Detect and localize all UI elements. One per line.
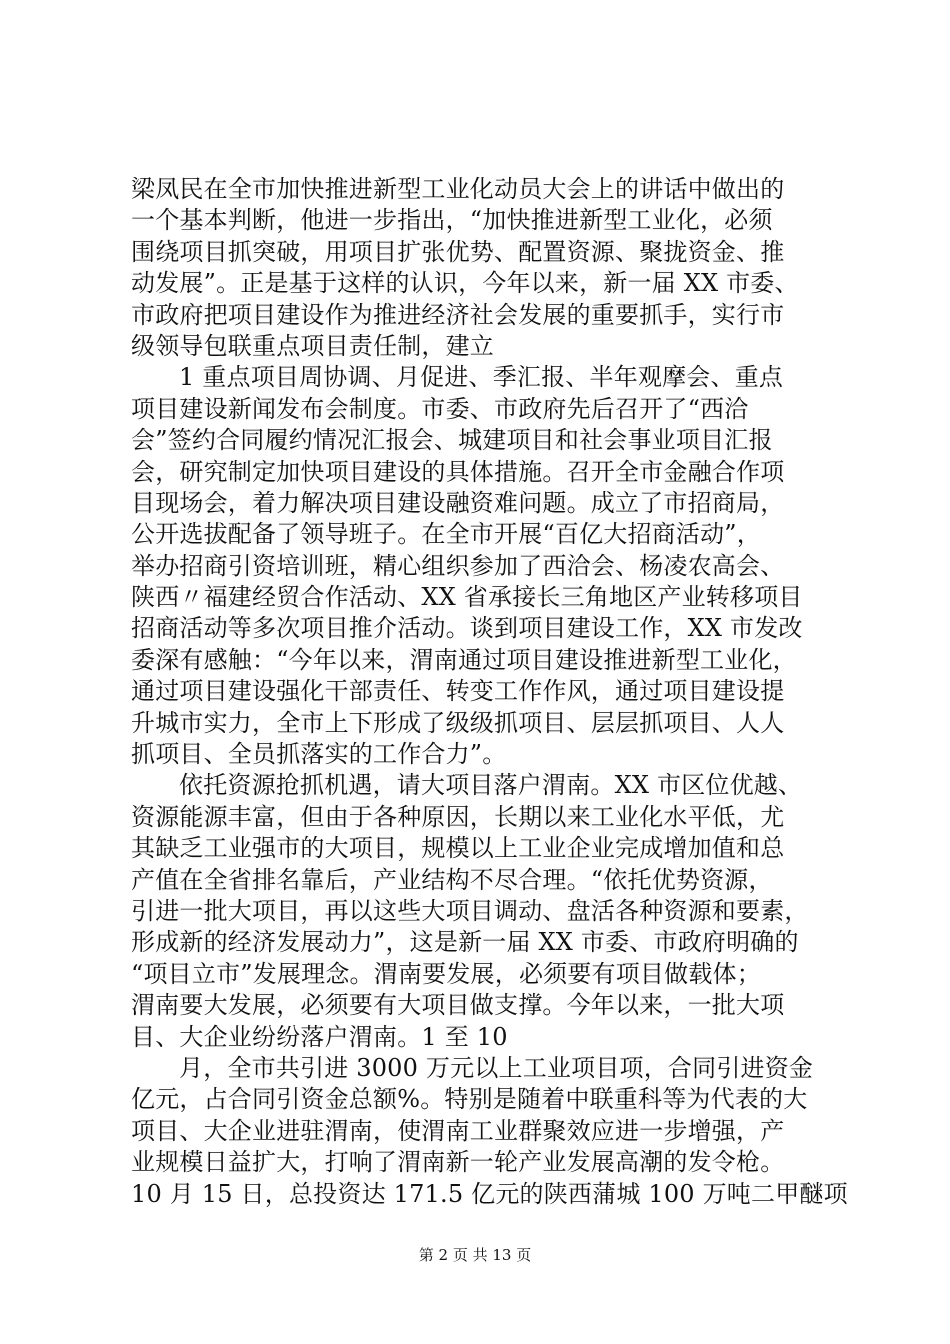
page-footer: 第 2 页 共 13 页 — [418, 1246, 532, 1264]
text-line: 梁凤民在全市加快推进新型工业化动员大会上的讲话中做出的 — [131, 175, 785, 203]
text-line: “项目立市”发展理念。渭南要发展，必须要有项目做载体； — [131, 959, 761, 988]
text-line: 形成新的经济发展动力”，这是新一届 XX 市委、市政府明确的 — [131, 928, 799, 957]
text-line: 10 月 15 日，总投资达 171.5 亿元的陕西蒲城 100 万吨二甲醚项 — [131, 1179, 848, 1208]
text-line: 依托资源抢抓机遇，请大项目落户渭南。XX 市区位优越、 — [179, 771, 803, 800]
text-line: 陕西〃福建经贸合作活动、XX 省承接长三角地区产业转移项目 — [131, 583, 803, 612]
document-body — [131, 174, 848, 1210]
text-line: 项目建设新闻发布会制度。市委、市政府先后召开了“西洽 — [131, 394, 749, 423]
text-line: 市政府把项目建设作为推进经济社会发展的重要抓手，实行市 — [131, 300, 785, 329]
text-line: 月，全市共引进 3000 万元以上工业项目项，合同引进资金 — [179, 1053, 814, 1082]
text-line: 其缺乏工业强市的大项目，规模以上工业企业完成增加值和总 — [131, 834, 785, 863]
text-line: 引进一批大项目，再以这些大项目调动、盘活各种资源和要素， — [131, 896, 809, 925]
text-line: 会，研究制定加快项目建设的具体措施。召开全市金融合作项 — [131, 457, 785, 486]
text-line: 目、大企业纷纷落户渭南。1 至 10 — [131, 1022, 508, 1051]
text-line: 委深有感触：“今年以来，渭南通过项目建设推进新型工业化， — [131, 645, 797, 674]
text-line: 招商活动等多次项目推介活动。谈到项目建设工作，XX 市发改 — [131, 614, 803, 643]
text-line: 公开选拔配备了领导班子。在全市开展“百亿大招商活动”， — [131, 520, 761, 549]
text-line: 抓项目、全员抓落实的工作合力”。 — [131, 740, 507, 769]
text-line: 动发展”。正是基于这样的认识，今年以来，新一届 XX 市委、 — [131, 269, 799, 298]
text-line: 围绕项目抓突破，用项目扩张优势、配置资源、聚拢资金、推 — [131, 237, 785, 266]
text-line: 升城市实力，全市上下形成了级级抓项目、层层抓项目、人人 — [131, 708, 785, 737]
text-line: 通过项目建设强化干部责任、转变工作作风，通过项目建设提 — [131, 677, 785, 706]
text-line: 目现场会，着力解决项目建设融资难问题。成立了市招商局， — [131, 488, 785, 517]
text-line: 产值在全省排名靠后，产业结构不尽合理。“依托优势资源， — [131, 865, 773, 894]
text-line: 资源能源丰富，但由于各种原因，长期以来工业化水平低，尤 — [131, 802, 785, 831]
text-line: 级领导包联重点项目责任制，建立 — [131, 331, 494, 360]
text-line: 1 重点项目周协调、月促进、季汇报、半年观摩会、重点 — [179, 363, 784, 392]
text-line: 会”签约合同履约情况汇报会、城建项目和社会事业项目汇报 — [131, 426, 773, 455]
text-line: 渭南要大发展，必须要有大项目做支撑。今年以来，一批大项 — [131, 991, 785, 1020]
text-line: 项目、大企业进驻渭南，使渭南工业群聚效应进一步增强，产 — [131, 1116, 785, 1145]
text-line: 业规模日益扩大，打响了渭南新一轮产业发展高潮的发令枪。 — [131, 1148, 785, 1177]
text-line: 一个基本判断，他进一步指出，“加快推进新型工业化，必须 — [131, 206, 773, 235]
text-line: 举办招商引资培训班，精心组织参加了西洽会、杨凌农高会、 — [131, 551, 785, 580]
text-line: 亿元，占合同引资金总额%。特别是随着中联重科等为代表的大 — [131, 1085, 808, 1114]
